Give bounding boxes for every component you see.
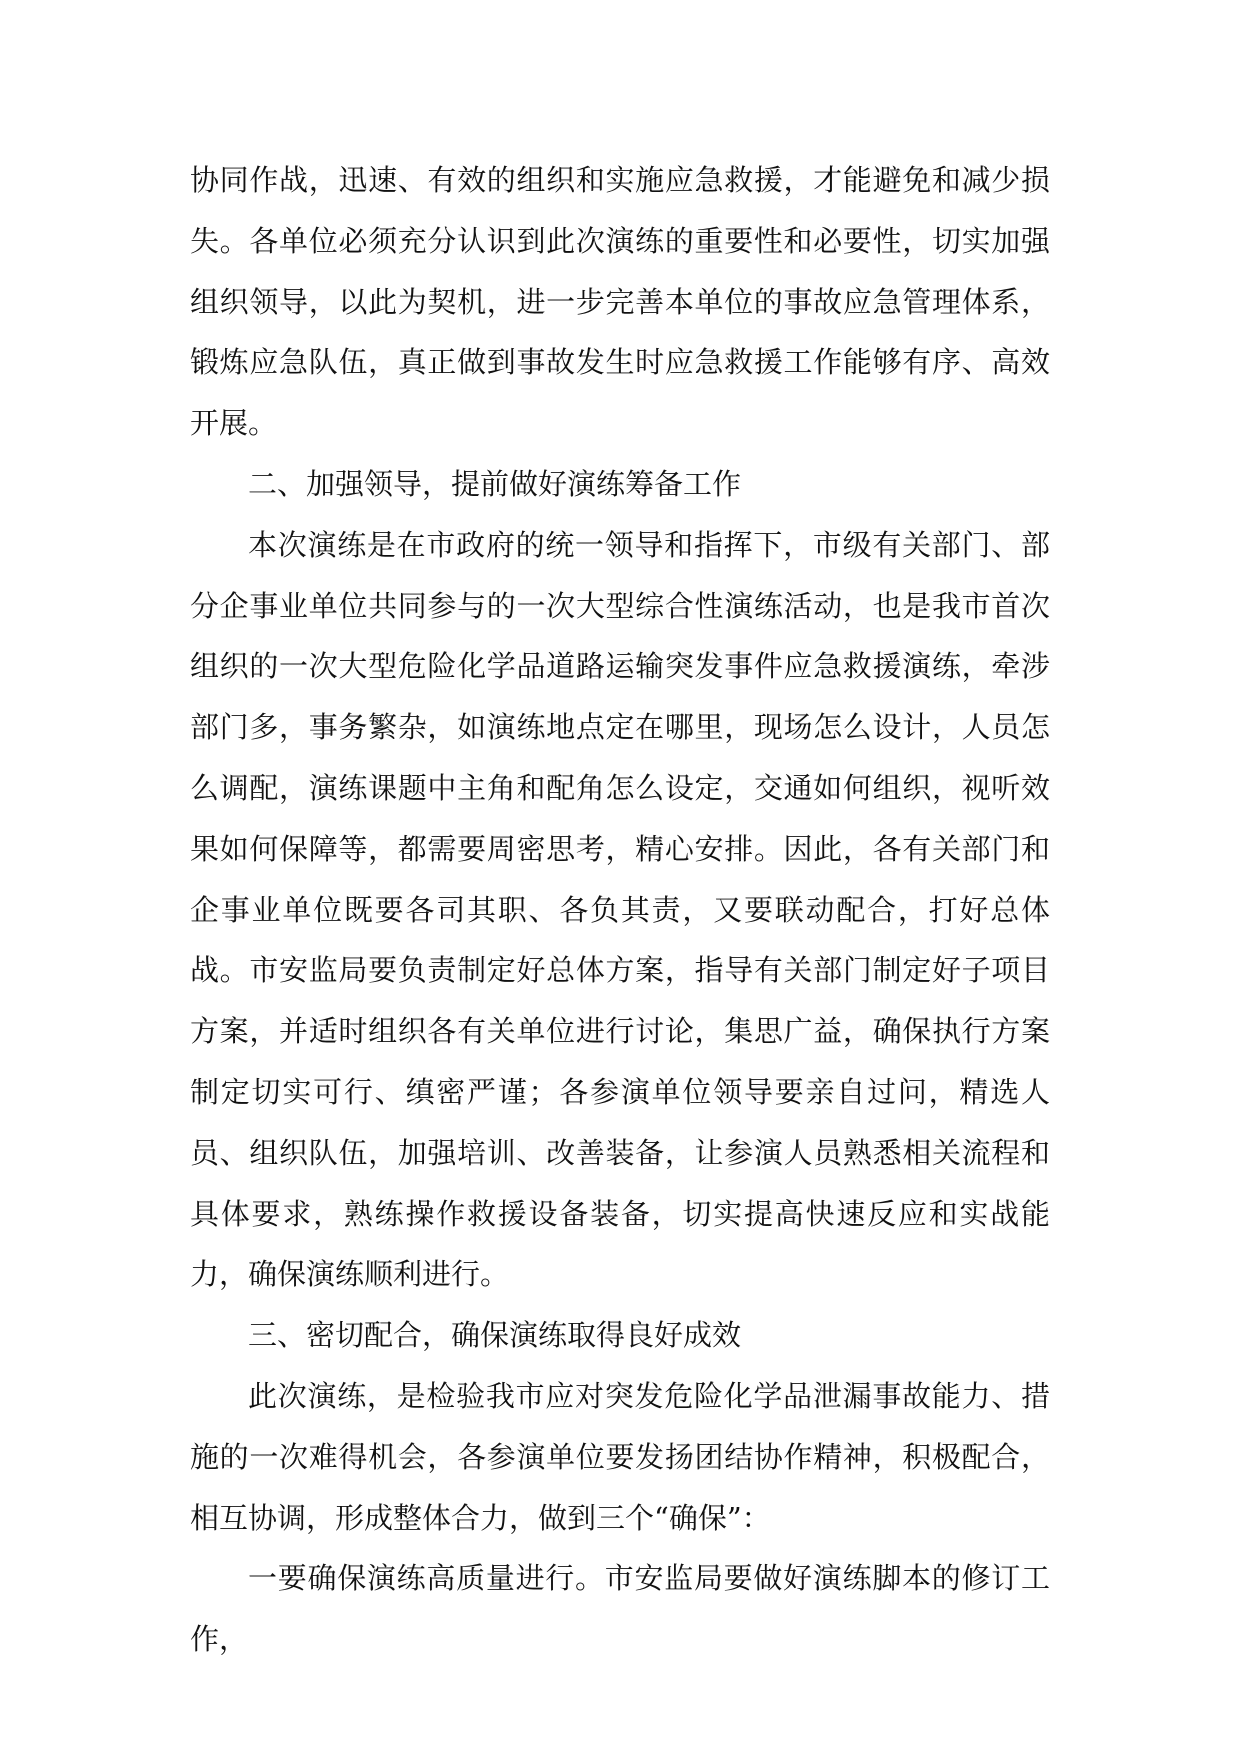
paragraph-cooperation: 此次演练，是检验我市应对突发危险化学品泄漏事故能力、措施的一次难得机会，各参演单位要发扬团结协作精神，积极配合，相互协调，形成整体合力，做到三个“确保”：: [190, 1378, 1050, 1535]
section-heading-3: 三、密切配合，确保演练取得良好成效: [248, 1318, 742, 1353]
paragraph-preparation: 本次演练是在市政府的统一领导和指挥下，市级有关部门、部分企事业单位共同参与的一次大型综合性演练活动，也是我市首次组织的一次大型危险化学品道路运输突发事件应急救援演练，牵涉部门多，事务繁杂，如演练地点定在哪里，现场怎么设计，人员怎么调配，演练课题中主角和配角怎么设定，交通如何组织，视听效果如何保障等，都需要周密思考，精心安排。因此，各有关部门和企事业单位既要各司其职、各负其责，又要联动配合，打好总体战。市安监局要负责制定好总体方案，指导有关部门制定好子项目方案，并适时组织各有关单位进行讨论，集思广益，确保执行方案制定切实可行、缜密严谨；各参演单位领导要亲自过问，精选人员、组织队伍，加强培训、改善装备，让参演人员熟悉相关流程和具体要求，熟练操作救援设备装备，切实提高快速反应和实战能力，确保演练顺利进行。: [190, 527, 1050, 1292]
paragraph-continuation: 协同作战，迅速、有效的组织和实施应急救援，才能避免和减少损失。各单位必须充分认识到此次演练的重要性和必要性，切实加强组织领导，以此为契机，进一步完善本单位的事故应急管理体系，锻炼应急队伍，真正做到事故发生时应急救援工作能够有序、高效开展。: [190, 163, 1050, 441]
paragraph-ensure-quality: 一要确保演练高质量进行。市安监局要做好演练脚本的修订工作，: [190, 1561, 1050, 1657]
section-heading-2: 二、加强领导，提前做好演练筹备工作: [248, 466, 742, 501]
document-body: [190, 150, 1050, 1670]
